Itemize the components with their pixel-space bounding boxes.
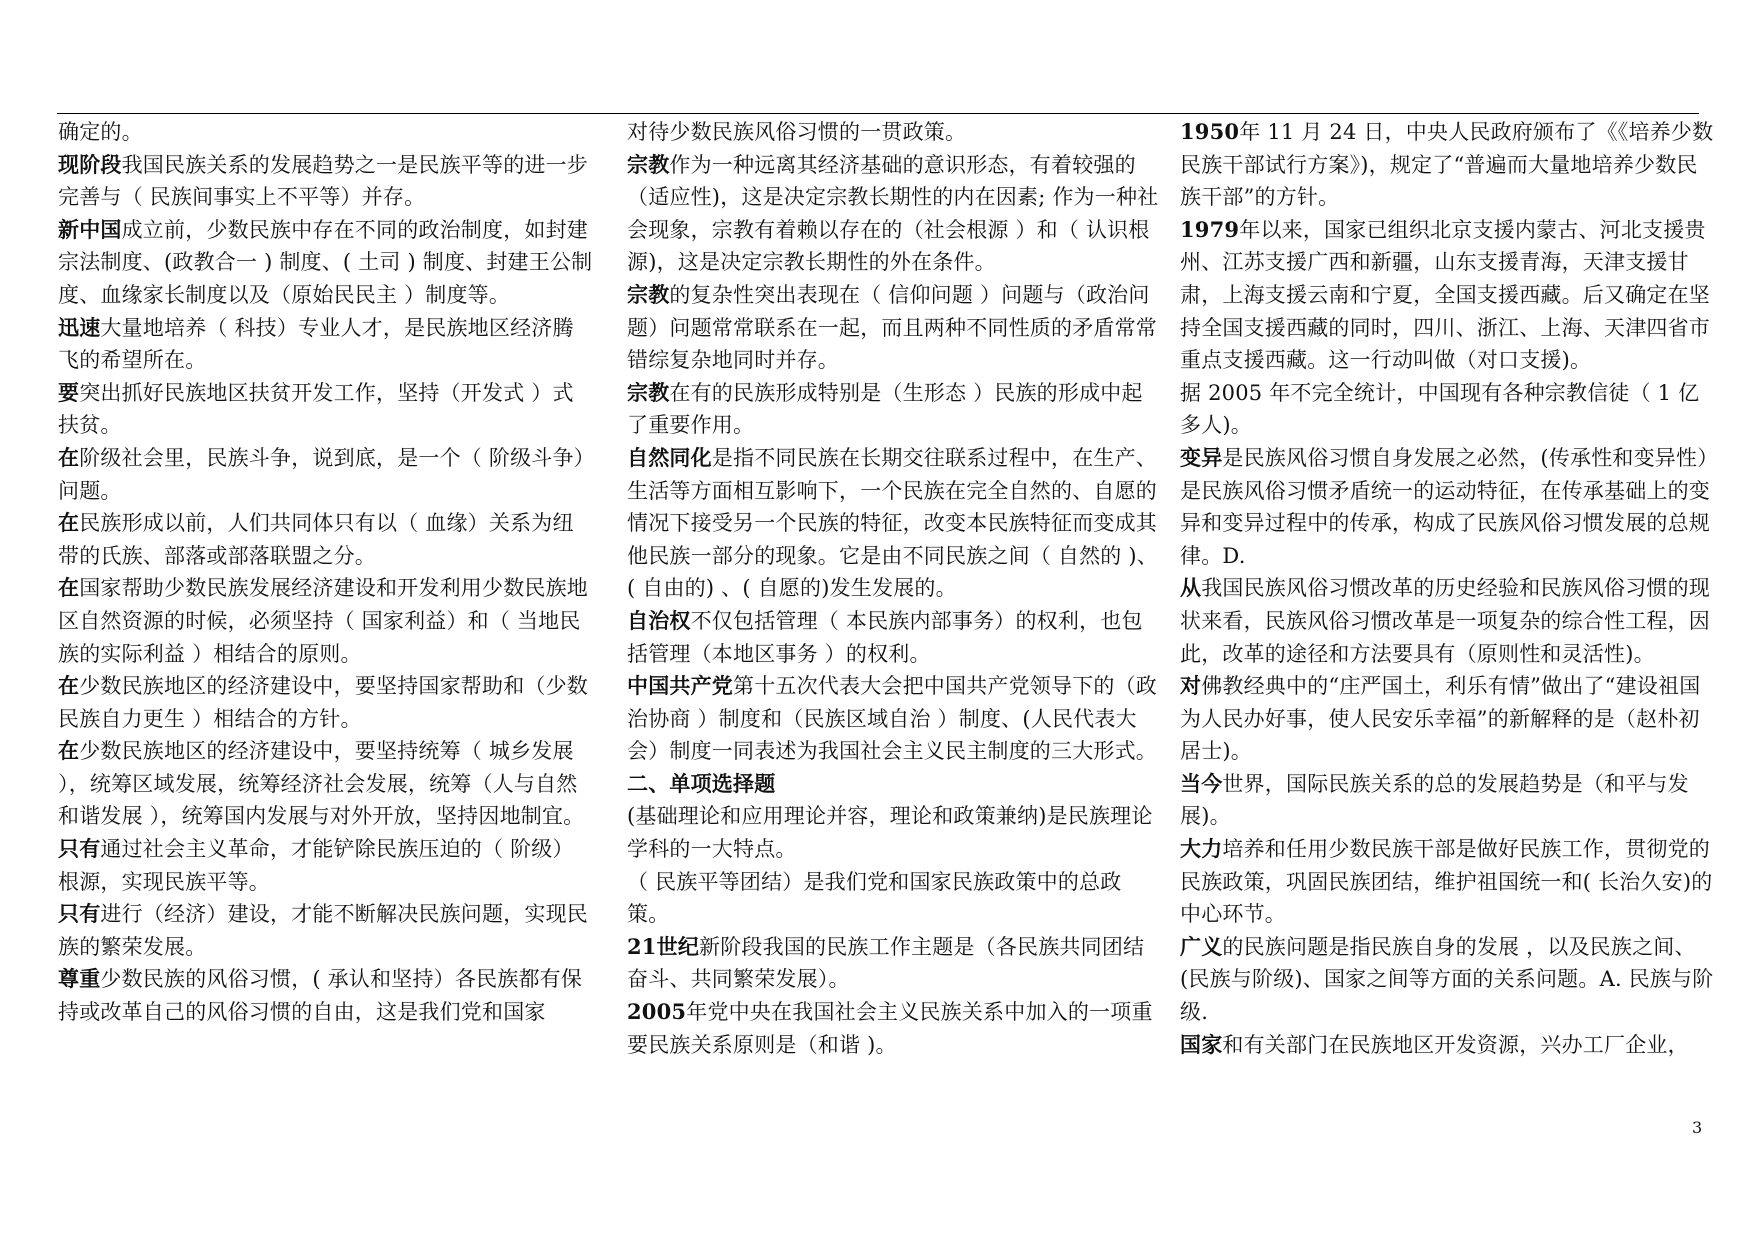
paragraph: 在国家帮助少数民族发展经济建设和开发利用少数民族地区自然资源的时候，必须坚持（ 国家利益）和（ 当地民族的实际利益 ）相结合的原则。 xyxy=(58,575,589,666)
paragraph: 只有进行（经济）建设，才能不断解决民族问题，实现民族的繁荣发展。 xyxy=(58,901,589,959)
page-number: 3 xyxy=(1692,1118,1703,1137)
column-1 xyxy=(58,116,594,1029)
paragraph: 在民族形成以前，人们共同体只有以（ 血缘）关系为纽带的氏族、部落或部落联盟之分。 xyxy=(58,510,574,568)
paragraph: 21世纪新阶段我国的民族工作主题是（各民族共同团结奋斗、共同繁荣发展）。 xyxy=(627,933,1145,992)
paragraph: 现阶段我国民族关系的发展趋势之一是民族平等的进一步完善与（ 民族间事实上不平等）并存。 xyxy=(58,151,589,210)
paragraph: 对待少数民族风俗习惯的一贯政策。 xyxy=(627,120,967,144)
header-rule xyxy=(57,113,1699,114)
column-2 xyxy=(627,116,1163,1061)
paragraph: 宗教在有的民族形成特别是（生形态 ）民族的形成中起了重要作用。 xyxy=(627,379,1143,438)
paragraph: 据 2005 年不完全统计，中国现有各种宗教信徒（ 1 亿多人)。 xyxy=(1180,380,1700,438)
paragraph: (基础理论和应用理论并容，理论和政策兼纳)是民族理论学科的一大特点。 xyxy=(627,804,1153,862)
paragraph: 1979年以来，国家已组织北京支援内蒙古、河北支援贵州、江苏支援广西和新疆，山东支援青海，天津支援甘肃，上海支援云南和宁夏，全国支援西藏。后又确定在坚持全国支援西藏的同时，四川、浙江、上海、天津四省市重点支援西藏。这一行动叫做（对口支援)。 xyxy=(1180,216,1710,373)
section-heading: 二、单项选择题 xyxy=(627,770,776,796)
paragraph: 自然同化是指不同民族在长期交往联系过程中，在生产、生活等方面相互影响下，一个民族在完全自然的、自愿的情况下接受另一个民族的特征，改变本民族特征而变成其他民族一部分的现象。它是由不同民族之间（ 自然的 )、( 自由的) 、( 自愿的)发生发展的。 xyxy=(627,444,1158,601)
paragraph: 大力培养和任用少数民族干部是做好民族工作，贯彻党的民族政策，巩固民族团结，维护祖国统一和( 长治久安)的中心环节。 xyxy=(1180,836,1713,927)
column-3 xyxy=(1180,116,1716,1061)
paragraph: 对佛教经典中的“庄严国土，利乐有情”做出了“建设祖国为人民办好事，使人民安乐幸福”的新解释的是（赵朴初居士)。 xyxy=(1180,673,1701,764)
paragraph: 中国共产党第十五次代表大会把中国共产党领导下的（政治协商 ）制度和（民族区域自治 ）制度、(人民代表大会）制度一同表述为我国社会主义民主制度的三大形式。 xyxy=(627,673,1157,764)
paragraph: 变异是民族风俗习惯自身发展之必然，(传承性和变异性）是民族风俗习惯矛盾统一的运动特征，在传承基础上的变异和变异过程中的传承，构成了民族风俗习惯发展的总规律。D. xyxy=(1180,444,1710,568)
paragraph: 自治权不仅包括管理（ 本民族内部事务）的权利，也包括管理（本地区事务 ）的权利。 xyxy=(627,607,1143,666)
paragraph: 要突出抓好民族地区扶贫开发工作，坚持（开发式 ）式扶贫。 xyxy=(58,379,574,438)
paragraph: 确定的。 xyxy=(58,120,143,144)
paragraph: 当今世界，国际民族关系的总的发展趋势是（和平与发展)。 xyxy=(1180,770,1689,829)
paragraph: 宗教的复杂性突出表现在（ 信仰问题 ）问题与（政治问题）问题常常联系在一起，而且两种不同性质的矛盾常常错综复杂地同时并存。 xyxy=(627,281,1157,373)
paragraph: 2005年党中央在我国社会主义民族关系中加入的一项重要民族关系原则是（和谐 )。 xyxy=(627,999,1153,1057)
paragraph: 宗教作为一种远离其经济基础的意识形态，有着较强的（适应性)，这是决定宗教长期性的内在因素; 作为一种社会现象，宗教有着赖以存在的（社会根源 ）和（ 认识根源)，这是决定宗教长期性的外在条件。 xyxy=(627,151,1159,275)
paragraph: 迅速大量地培养（ 科技）专业人才，是民族地区经济腾飞的希望所在。 xyxy=(58,314,574,373)
paragraph: 只有通过社会主义革命，才能铲除民族压迫的（ 阶级）根源，实现民族平等。 xyxy=(58,836,574,894)
paragraph: （ 民族平等团结）是我们党和国家民族政策中的总政策。 xyxy=(627,869,1122,927)
paragraph: 在阶级社会里，民族斗争，说到底，是一个（ 阶级斗争）问题。 xyxy=(58,444,585,503)
paragraph: 在少数民族地区的经济建设中，要坚持国家帮助和（少数民族自力更生 ）相结合的方针。 xyxy=(58,673,589,731)
paragraph: 在少数民族地区的经济建设中，要坚持统筹（ 城乡发展 ），统筹区域发展，统筹经济社会发展，统筹（人与自然和谐发展 ），统筹国内发展与对外开放，坚持因地制宜。 xyxy=(58,738,585,829)
paragraph: 1950年 11 月 24 日，中央人民政府颁布了《《培养少数民族干部试行方案》)，规定了“普遍而大量地培养少数民族干部”的方针。 xyxy=(1180,119,1714,210)
paragraph: 从我国民族风俗习惯改革的历史经验和民族风俗习惯的现状来看，民族风俗习惯改革是一项复杂的综合性工程，因此，改革的途径和方法要具有（原则性和灵活性)。 xyxy=(1180,575,1711,666)
paragraph: 广义的民族问题是指民族自身的发展 ，以及民族之间、(民族与阶级)、国家之间等方面的关系问题。A. 民族与阶级. xyxy=(1180,933,1714,1025)
paragraph: 新中国成立前，少数民族中存在不同的政治制度，如封建宗法制度、(政教合一 ) 制度、( 土司 ) 制度、封建王公制度、血缘家长制度以及（原始民民主 ）制度等。 xyxy=(58,216,593,307)
paragraph: 尊重少数民族的风俗习惯，( 承认和坚持）各民族都有保持或改革自己的风俗习惯的自由，这是我们党和国家 xyxy=(58,966,583,1025)
paragraph: 国家和有关部门在民族地区开发资源，兴办工厂企业， xyxy=(1180,1031,1689,1057)
